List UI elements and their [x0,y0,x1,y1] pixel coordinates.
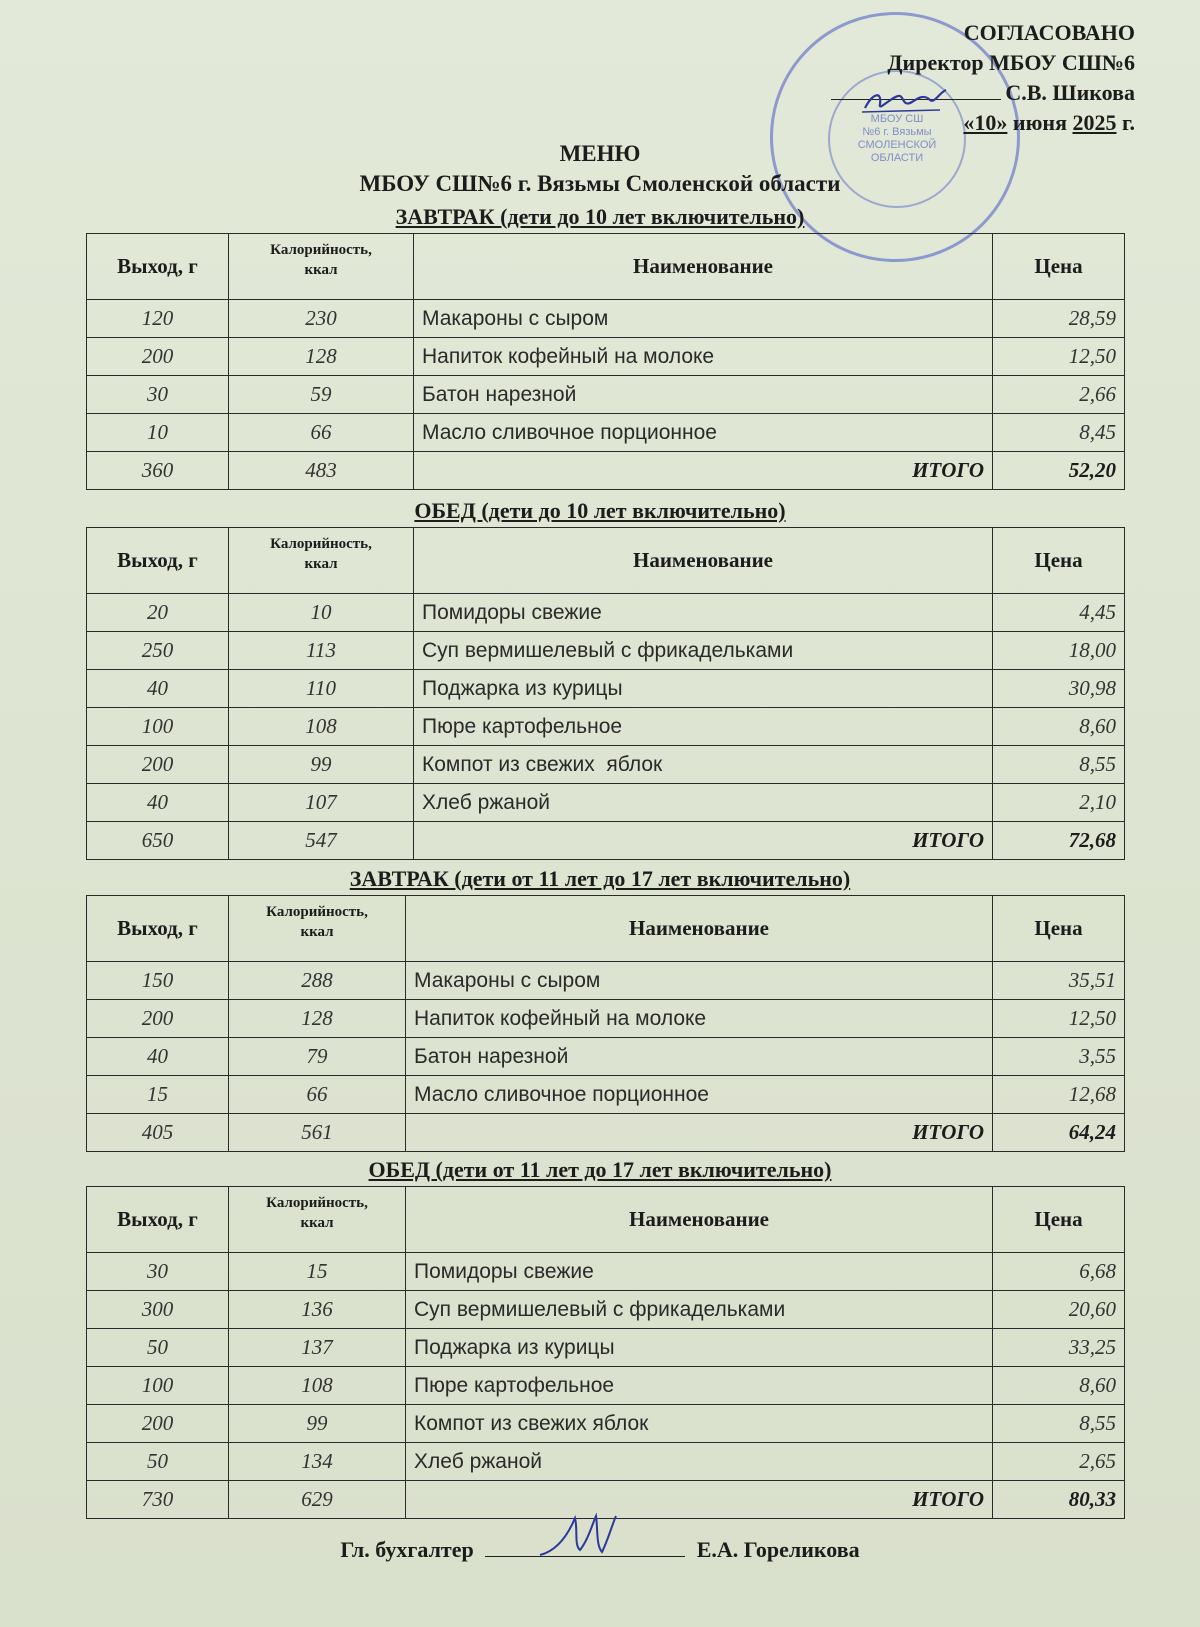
table-row [87,632,1125,670]
col-price: Цена [993,896,1125,962]
dish-name-cell: Хлеб ржаной [406,1443,993,1481]
col-calories [229,528,414,594]
total-price-cell: 80,33 [993,1481,1125,1519]
stamp-text: МБОУ СШ №6 г. Вязьмы СМОЛЕНСКОЙ ОБЛАСТИ [857,113,937,164]
table-row [87,1076,1125,1114]
price-cell: 12,68 [993,1076,1125,1114]
calories-cell: 128 [229,1000,406,1038]
yield-cell: 100 [87,1367,229,1405]
total-calories-cell: 483 [229,452,414,490]
approval-date-year: 2025 [1072,110,1117,135]
total-calories-cell: 629 [229,1481,406,1519]
yield-cell: 30 [87,1253,229,1291]
calories-cell: 128 [229,338,414,376]
dish-name-cell: Компот из свежих яблок [414,746,993,784]
approval-date-day: «10» [963,110,1008,135]
approval-date-suffix: г. [1116,110,1135,135]
col-yield: Выход, г [87,1187,229,1253]
total-label-cell: ИТОГО [406,1114,993,1152]
col-yield: Выход, г [87,234,229,300]
col-name: Наименование [406,1187,993,1253]
table-row [87,594,1125,632]
table-row [87,962,1125,1000]
price-cell: 3,55 [993,1038,1125,1076]
calories-cell: 66 [229,414,414,452]
dish-name-cell: Батон нарезной [406,1038,993,1076]
col-price: Цена [993,1187,1125,1253]
total-price-cell: 52,20 [993,452,1125,490]
price-cell: 2,65 [993,1443,1125,1481]
yield-cell: 40 [87,670,229,708]
col-calories-line2: ккал [300,1215,334,1231]
approval-position: Директор МБОУ СШ№6 [887,50,1135,75]
table-row [87,1443,1125,1481]
table-row [87,784,1125,822]
yield-cell: 120 [87,300,229,338]
total-label-cell: ИТОГО [414,452,993,490]
dish-name-cell: Помидоры свежие [414,594,993,632]
section-title-breakfast-under-10: ЗАВТРАК (дети до 10 лет включительно) [395,204,805,229]
total-yield-cell: 650 [87,822,229,860]
dish-name-cell: Макароны с сыром [406,962,993,1000]
col-calories-line1: Калорийность, [266,1195,368,1211]
total-row [87,452,1125,490]
yield-cell: 40 [87,1038,229,1076]
col-name: Наименование [414,528,993,594]
accountant-signature [530,1510,650,1560]
col-calories [229,1187,406,1253]
table-row [87,1253,1125,1291]
dish-name-cell: Макароны с сыром [414,300,993,338]
menu-subtitle: МБОУ СШ№6 г. Вязьмы Смоленской области [359,171,841,196]
dish-name-cell: Масло сливочное порционное [406,1076,993,1114]
col-name: Наименование [406,896,993,962]
total-row [87,822,1125,860]
price-cell: 6,68 [993,1253,1125,1291]
price-cell: 30,98 [993,670,1125,708]
total-calories-cell: 547 [229,822,414,860]
calories-cell: 110 [229,670,414,708]
table-row [87,1000,1125,1038]
dish-name-cell: Суп вермишелевый с фрикадельками [414,632,993,670]
col-calories-line2: ккал [304,556,338,572]
price-cell: 4,45 [993,594,1125,632]
yield-cell: 300 [87,1291,229,1329]
calories-cell: 79 [229,1038,406,1076]
table-row [87,376,1125,414]
col-calories-line1: Калорийность, [270,242,372,258]
calories-cell: 134 [229,1443,406,1481]
yield-cell: 20 [87,594,229,632]
dish-name-cell: Компот из свежих яблок [406,1405,993,1443]
dish-name-cell: Помидоры свежие [406,1253,993,1291]
price-cell: 28,59 [993,300,1125,338]
total-price-cell: 72,68 [993,822,1125,860]
calories-cell: 288 [229,962,406,1000]
price-cell: 8,60 [993,708,1125,746]
footer-role: Гл. бухгалтер [340,1537,474,1562]
calories-cell: 108 [229,708,414,746]
yield-cell: 10 [87,414,229,452]
total-price-cell: 64,24 [993,1114,1125,1152]
yield-cell: 150 [87,962,229,1000]
section-title-lunch-11-17: ОБЕД (дети от 11 лет до 17 лет включительно) [368,1157,832,1182]
approval-heading: СОГЛАСОВАНО [963,20,1135,45]
table-header-row [87,896,1125,962]
menu-title: МЕНЮ [559,141,641,166]
col-price: Цена [993,528,1125,594]
calories-cell: 59 [229,376,414,414]
yield-cell: 200 [87,338,229,376]
table-row [87,338,1125,376]
price-cell: 33,25 [993,1329,1125,1367]
col-price: Цена [993,234,1125,300]
col-name: Наименование [414,234,993,300]
col-calories [229,234,414,300]
table-header-row [87,234,1125,300]
price-cell: 12,50 [993,338,1125,376]
yield-cell: 15 [87,1076,229,1114]
menu-table-breakfast-11-17 [86,895,1125,1152]
yield-cell: 30 [87,376,229,414]
dish-name-cell: Поджарка из курицы [406,1329,993,1367]
dish-name-cell: Суп вермишелевый с фрикадельками [406,1291,993,1329]
table-row [87,1367,1125,1405]
calories-cell: 136 [229,1291,406,1329]
table-row [87,300,1125,338]
price-cell: 8,55 [993,1405,1125,1443]
total-calories-cell: 561 [229,1114,406,1152]
dish-name-cell: Пюре картофельное [414,708,993,746]
yield-cell: 50 [87,1443,229,1481]
table-row [87,1038,1125,1076]
total-label-cell: ИТОГО [414,822,993,860]
col-calories-line2: ккал [300,924,334,940]
calories-cell: 99 [229,746,414,784]
calories-cell: 15 [229,1253,406,1291]
section-title-breakfast-11-17: ЗАВТРАК (дети от 11 лет до 17 лет включительно) [349,866,851,891]
table-header-row [87,528,1125,594]
footer-name: Е.А. Гореликова [696,1537,860,1562]
total-yield-cell: 405 [87,1114,229,1152]
dish-name-cell: Батон нарезной [414,376,993,414]
col-calories-line2: ккал [304,262,338,278]
total-label-cell: ИТОГО [406,1481,993,1519]
total-yield-cell: 360 [87,452,229,490]
price-cell: 35,51 [993,962,1125,1000]
dish-name-cell: Напиток кофейный на молоке [406,1000,993,1038]
dish-name-cell: Масло сливочное порционное [414,414,993,452]
total-yield-cell: 730 [87,1481,229,1519]
yield-cell: 50 [87,1329,229,1367]
dish-name-cell: Напиток кофейный на молоке [414,338,993,376]
approval-block [831,18,1135,138]
dish-name-cell: Пюре картофельное [406,1367,993,1405]
calories-cell: 66 [229,1076,406,1114]
col-calories-line1: Калорийность, [270,536,372,552]
yield-cell: 200 [87,1405,229,1443]
approval-name: С.В. Шикова [1005,80,1135,105]
approval-date-month: июня [1007,110,1073,135]
dish-name-cell: Поджарка из курицы [414,670,993,708]
table-row [87,414,1125,452]
menu-table-lunch-under-10 [86,527,1125,860]
total-row [87,1114,1125,1152]
yield-cell: 200 [87,746,229,784]
table-row [87,1291,1125,1329]
calories-cell: 230 [229,300,414,338]
price-cell: 8,60 [993,1367,1125,1405]
col-calories [229,896,406,962]
col-yield: Выход, г [87,896,229,962]
calories-cell: 137 [229,1329,406,1367]
table-row [87,708,1125,746]
price-cell: 20,60 [993,1291,1125,1329]
price-cell: 8,55 [993,746,1125,784]
calories-cell: 108 [229,1367,406,1405]
table-row [87,1329,1125,1367]
dish-name-cell: Хлеб ржаной [414,784,993,822]
yield-cell: 250 [87,632,229,670]
menu-table-lunch-11-17 [86,1186,1125,1519]
col-yield: Выход, г [87,528,229,594]
director-signature [860,80,950,120]
price-cell: 2,66 [993,376,1125,414]
price-cell: 18,00 [993,632,1125,670]
yield-cell: 40 [87,784,229,822]
price-cell: 8,45 [993,414,1125,452]
yield-cell: 200 [87,1000,229,1038]
section-title-lunch-under-10: ОБЕД (дети до 10 лет включительно) [414,498,786,523]
menu-table-breakfast-under-10 [86,233,1125,490]
col-calories-line1: Калорийность, [266,904,368,920]
calories-cell: 10 [229,594,414,632]
calories-cell: 107 [229,784,414,822]
price-cell: 12,50 [993,1000,1125,1038]
table-header-row [87,1187,1125,1253]
yield-cell: 100 [87,708,229,746]
price-cell: 2,10 [993,784,1125,822]
table-row [87,670,1125,708]
calories-cell: 113 [229,632,414,670]
calories-cell: 99 [229,1405,406,1443]
table-row [87,746,1125,784]
table-row [87,1405,1125,1443]
